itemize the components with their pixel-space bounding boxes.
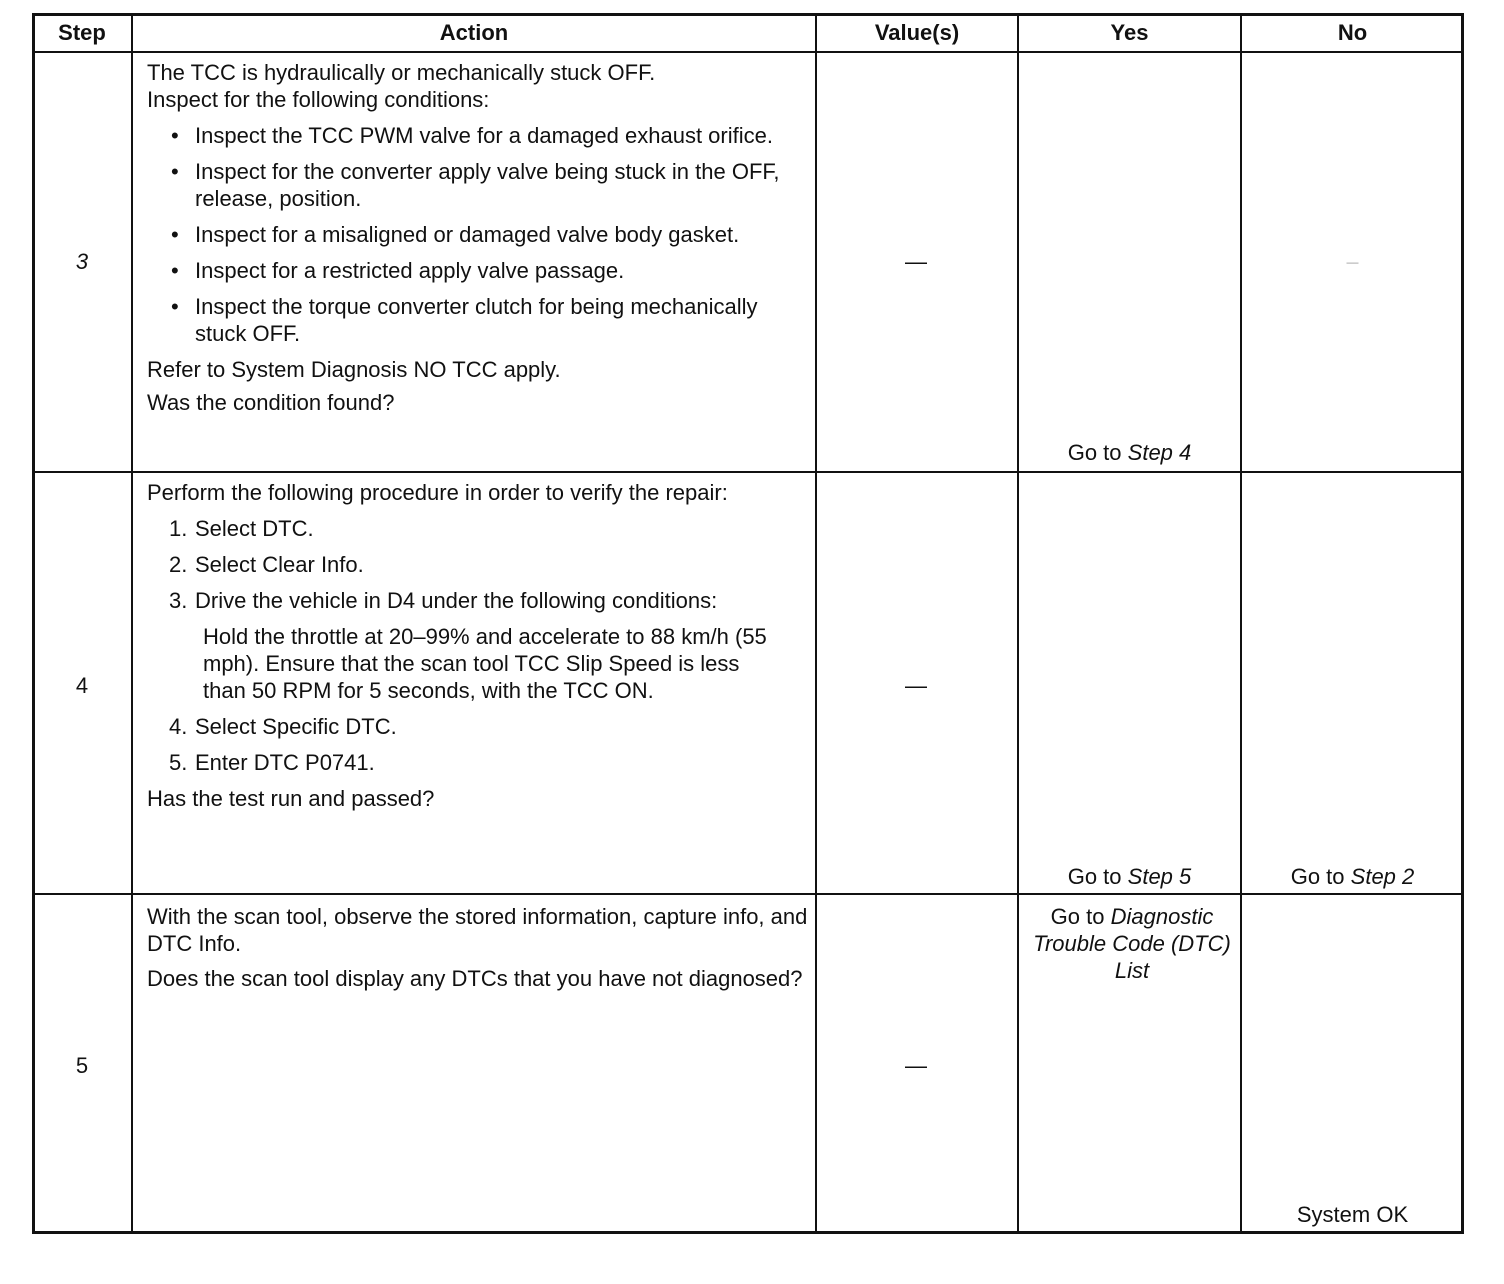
list-item: 3. Drive the vehicle in D4 under the following conditions: Hold the throttle at 20–99% and accelerate to 88 km/h (55 mph). Ensure that the scan tool TCC Slip Speed is less than 50 RPM for 5 seconds, with the TCC ON.	[147, 587, 807, 704]
question-text: Has the test run and passed?	[147, 786, 435, 811]
action-cell	[147, 479, 807, 812]
column-divider	[131, 13, 133, 1234]
step-link[interactable]: Step 4	[1127, 440, 1192, 465]
dtc-list-link[interactable]: Diagnostic Trouble Code (DTC) List	[1033, 904, 1231, 983]
action-text: With the scan tool, observe the stored information, capture info, and DTC Info.	[147, 904, 808, 956]
list-item: 1. Select DTC.	[169, 516, 314, 541]
step-link[interactable]: Step 2	[1350, 864, 1415, 889]
row-divider	[32, 893, 1464, 895]
question-text: Was the condition found?	[147, 390, 395, 415]
step-link[interactable]: Step 5	[1127, 864, 1192, 889]
value-cell: —	[905, 249, 927, 274]
condition-list	[147, 122, 807, 347]
column-divider	[1017, 13, 1019, 1234]
procedure-list	[147, 515, 807, 776]
yes-cell: Go to Step 5	[1067, 864, 1192, 889]
yes-cell: Go to Step 4	[1067, 440, 1192, 465]
action-text: Refer to System Diagnosis NO TCC apply.	[147, 357, 561, 382]
step-number: 5	[75, 1053, 89, 1078]
step-number: 3	[75, 249, 89, 274]
no-cell: System OK	[1296, 1202, 1409, 1227]
list-item: • Inspect the TCC PWM valve for a damaged exhaust orifice.	[171, 123, 773, 148]
question-text: Does the scan tool display any DTCs that you have not diagnosed?	[147, 966, 803, 991]
yes-cell: Go to Diagnostic Trouble Code (DTC) List	[1033, 904, 1231, 983]
action-cell	[147, 59, 807, 416]
list-item: • Inspect for a misaligned or damaged valve body gasket.	[171, 222, 740, 247]
header-step: Step	[58, 20, 106, 45]
action-text: The TCC is hydraulically or mechanically stuck OFF.	[147, 60, 656, 85]
list-item: • Inspect the torque converter clutch for being mechanically stuck OFF.	[171, 294, 758, 346]
value-cell: —	[905, 673, 927, 698]
action-text: Perform the following procedure in order to verify the repair:	[147, 480, 728, 505]
list-item: • Inspect for the converter apply valve being stuck in the OFF, release, position.	[171, 159, 780, 211]
header-no: No	[1337, 20, 1368, 45]
column-divider	[815, 13, 817, 1234]
no-cell: Go to Step 2	[1290, 864, 1415, 889]
list-item: 5. Enter DTC P0741.	[169, 750, 375, 775]
header-values: Value(s)	[874, 20, 960, 45]
action-text: Inspect for the following conditions:	[147, 87, 490, 112]
column-divider	[1240, 13, 1242, 1234]
list-item: 2. Select Clear Info.	[169, 552, 364, 577]
value-cell: —	[905, 1053, 927, 1078]
header-action: Action	[439, 20, 509, 45]
sub-note: Hold the throttle at 20–99% and accelerate to 88 km/h (55 mph). Ensure that the scan tool TCC Slip Speed is less than 50 RPM for 5 seconds, with the TCC ON.	[203, 624, 767, 703]
action-cell	[147, 903, 812, 991]
header-yes: Yes	[1110, 20, 1149, 45]
no-cell: —	[1346, 255, 1359, 269]
list-item: • Inspect for a restricted apply valve passage.	[171, 258, 625, 283]
diagnostic-table	[32, 13, 1464, 1234]
list-item: 4. Select Specific DTC.	[169, 714, 397, 739]
row-divider	[32, 471, 1464, 473]
step-number: 4	[75, 673, 89, 698]
